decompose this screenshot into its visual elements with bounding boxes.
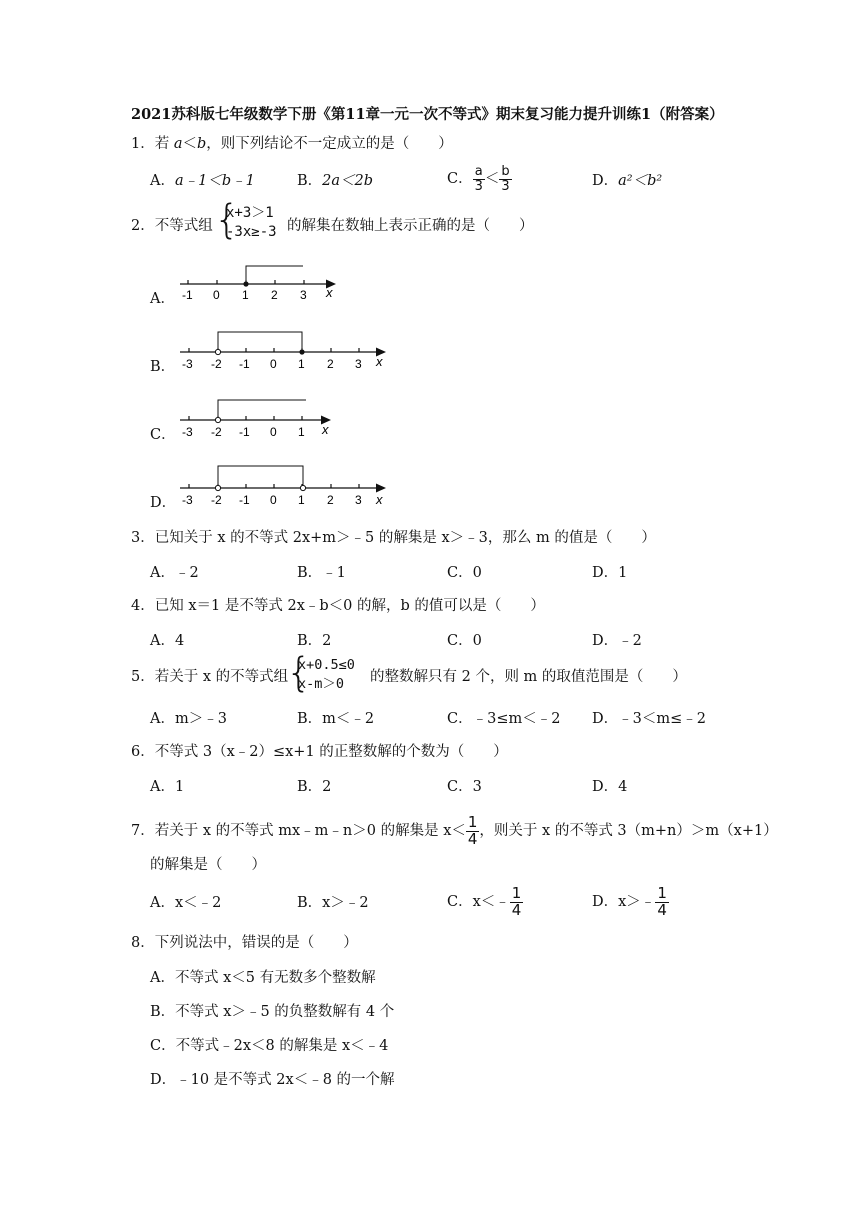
q2-option-a-label[interactable]: A． [150, 291, 175, 307]
question-2-prefix [131, 219, 213, 234]
system-line-1: x+3＞1 [226, 205, 274, 221]
q6-option-b[interactable]: B．2 [297, 779, 332, 795]
q5-option-d[interactable]: D．﹣3＜m≤﹣2 [592, 711, 706, 727]
q2-option-d-label[interactable]: D． [150, 495, 177, 511]
question-number: 3． [131, 530, 155, 546]
tick-label: 0 [270, 493, 277, 507]
question-7-line-2: 的解集是（ ） [150, 857, 266, 873]
q6-option-d[interactable]: D．4 [592, 779, 628, 795]
system-line-1: x+0.5≤0 [298, 657, 355, 673]
tick-label: 0 [270, 357, 277, 371]
number-line-b[interactable] [176, 326, 396, 372]
tick-label: 1 [298, 357, 305, 371]
q4-option-a[interactable]: A．4 [150, 633, 185, 649]
q3-option-d[interactable]: D．1 [592, 565, 628, 581]
tick-label: -1 [239, 425, 250, 439]
tick-label: 2 [327, 493, 334, 507]
question-text: 若关于 x 的不等式 mx﹣m﹣n＞0 的解集是 x＜ [154, 823, 466, 839]
q8-option-d[interactable]: D．﹣10 是不等式 2x＜﹣8 的一个解 [150, 1072, 395, 1088]
question-5-prefix [131, 670, 288, 685]
axis-variable: x [326, 285, 333, 300]
page-title: 2021苏科版七年级数学下册《第11章一元一次不等式》期末复习能力提升训练1（附答案） [131, 106, 724, 123]
option-text: D．x＞﹣ [592, 894, 656, 910]
q5-option-c[interactable]: C．﹣3≤m＜﹣2 [447, 711, 561, 727]
q5-option-a[interactable]: A．m＞﹣3 [150, 711, 227, 727]
q7-option-b[interactable]: B．x＞﹣2 [297, 895, 369, 911]
question-5-suffix: 的整数解只有 2 个，则 m 的取值范围是（ ） [370, 669, 687, 685]
question-number: 1． [131, 136, 155, 152]
q6-option-c[interactable]: C．3 [447, 779, 482, 795]
q2-option-b-label[interactable]: B． [150, 359, 176, 375]
option-label: C． [447, 170, 473, 187]
question-text-suffix: ，则下列结论不一定成立的是（ ） [206, 136, 453, 152]
tick-label: 1 [242, 288, 249, 302]
q8-option-b[interactable]: B．不等式 x＞﹣5 的负整数解有 4 个 [150, 1004, 395, 1020]
tick-label: 0 [270, 425, 277, 439]
fraction-1-over-4: $\frac{1}{4}$ [511, 884, 522, 919]
inequality-system-q5 [298, 656, 355, 694]
fraction-1-over-4: $\frac{1}{4}$ [467, 813, 478, 848]
q4-option-c[interactable]: C．0 [447, 633, 482, 649]
axis-variable: x [322, 422, 329, 437]
question-4 [131, 599, 545, 614]
q4-option-b[interactable]: B．2 [297, 633, 332, 649]
option-text: C．x＜﹣ [447, 894, 510, 910]
q1-option-a[interactable] [150, 174, 255, 189]
question-text: 不等式 3（x﹣2）≤x+1 的正整数解的个数为（ ） [154, 744, 508, 760]
q7-option-c[interactable] [447, 886, 523, 919]
q2-option-c-label[interactable]: C． [150, 427, 176, 443]
tick-label: 3 [355, 493, 362, 507]
q3-option-c[interactable]: C．0 [447, 565, 482, 581]
q1-option-c[interactable] [447, 165, 512, 193]
tick-label: -3 [182, 357, 193, 371]
tick-label: -2 [211, 357, 222, 371]
tick-label: 3 [300, 288, 307, 302]
number-line-a[interactable] [176, 260, 346, 302]
question-text: 下列说法中，错误的是（ ） [154, 935, 358, 951]
tick-label: -2 [211, 425, 222, 439]
tick-label: -1 [239, 357, 250, 371]
tick-label: 2 [327, 357, 334, 371]
question-number: 5． [131, 669, 155, 685]
tick-label: 1 [298, 493, 305, 507]
q7-option-d[interactable] [592, 886, 669, 919]
option-text: a²＜b² [618, 173, 663, 189]
question-number: 2． [131, 218, 155, 234]
var-b: b [197, 136, 207, 152]
axis-variable: x [376, 492, 383, 507]
q3-option-a[interactable]: A．﹣2 [150, 565, 199, 581]
q1-option-d[interactable] [592, 174, 662, 189]
tick-label: 0 [213, 288, 220, 302]
q3-option-b[interactable]: B．﹣1 [297, 565, 346, 581]
q4-option-d[interactable]: D．﹣2 [592, 633, 642, 649]
q7-option-a[interactable]: A．x＜﹣2 [150, 895, 222, 911]
question-3 [131, 531, 656, 546]
fraction-1-over-4: $\frac{1}{4}$ [657, 884, 667, 919]
option-text: a﹣1＜b﹣1 [174, 173, 255, 189]
question-text-suffix: ，则关于 x 的不等式 3（m+n）＞m（x+1） [479, 823, 778, 839]
var-a: a [173, 136, 183, 152]
q8-option-a[interactable]: A．不等式 x＜5 有无数多个整数解 [150, 970, 376, 986]
tick-label: 3 [355, 357, 362, 371]
tick-label: 1 [298, 425, 305, 439]
tick-label: -2 [211, 493, 222, 507]
less-than: ＜ [484, 170, 500, 187]
left-brace: { [286, 650, 312, 696]
system-line-2: x-m＞0 [298, 676, 345, 692]
question-number: 6． [131, 744, 155, 760]
question-number: 7． [131, 823, 155, 839]
question-number: 4． [131, 598, 155, 614]
q6-option-a[interactable]: A．1 [150, 779, 185, 795]
question-6 [131, 745, 508, 760]
q8-option-c[interactable]: C．不等式﹣2x＜8 的解集是 x＜﹣4 [150, 1038, 389, 1054]
option-label: B． [297, 173, 323, 189]
question-text: 已知 x＝1 是不等式 2x﹣b＜0 的解，b 的值可以是（ ） [154, 598, 545, 614]
number-line-c[interactable] [176, 394, 346, 440]
q1-option-b[interactable] [297, 174, 373, 189]
question-text: 不等式组 [154, 218, 213, 234]
question-number: 8． [131, 935, 155, 951]
question-8 [131, 936, 358, 951]
question-2-suffix: 的解集在数轴上表示正确的是（ ） [287, 218, 534, 234]
option-label: D． [592, 173, 619, 189]
less-than: ＜ [182, 136, 197, 152]
left-brace: { [214, 197, 240, 243]
axis-variable: x [376, 354, 383, 369]
tick-label: -3 [182, 493, 193, 507]
tick-label: -1 [239, 493, 250, 507]
fraction-a-over-3: $\frac{a}{3}$ [474, 164, 483, 194]
q5-option-b[interactable]: B．m＜﹣2 [297, 711, 375, 727]
question-1 [131, 137, 453, 152]
inequality-system-q2 [226, 204, 277, 242]
tick-label: -1 [182, 288, 193, 302]
question-text: 已知关于 x 的不等式 2x+m＞﹣5 的解集是 x＞﹣3，那么 m 的值是（ ） [154, 530, 656, 546]
tick-label: -3 [182, 425, 193, 439]
system-line-2: -3x≥-3 [226, 224, 277, 240]
option-text: 2a＜2b [322, 173, 374, 189]
number-line-d[interactable] [176, 460, 396, 508]
question-7-line-1 [131, 815, 778, 848]
option-label: A． [150, 173, 175, 189]
tick-label: 2 [271, 288, 278, 302]
question-text-prefix: 若 [154, 136, 174, 152]
fraction-b-over-3: $\frac{b}{3}$ [501, 164, 510, 194]
question-text: 若关于 x 的不等式组 [154, 669, 289, 685]
